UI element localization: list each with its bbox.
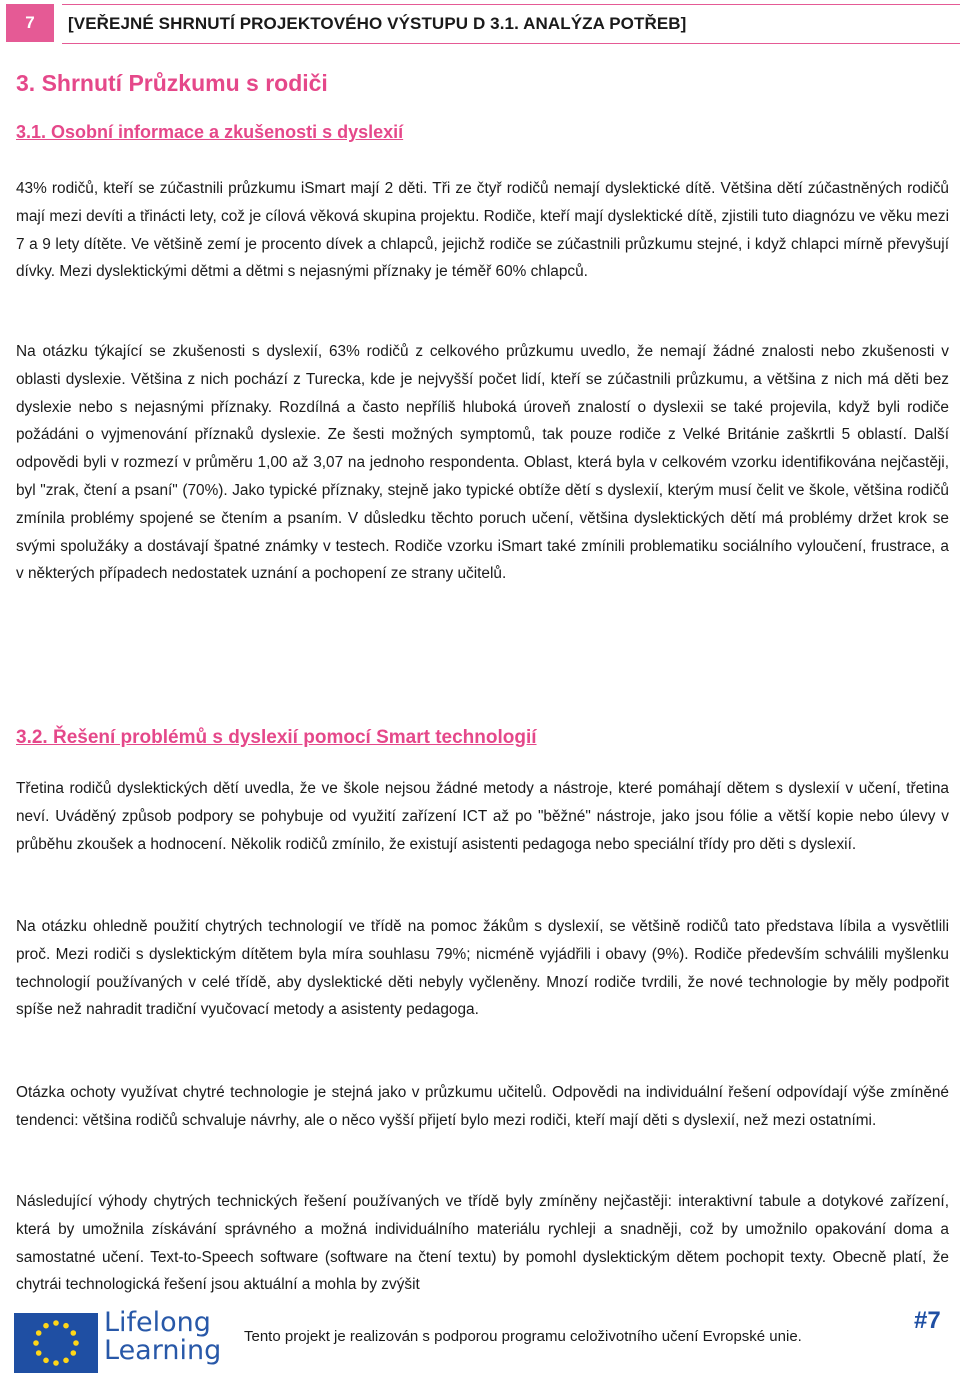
page-number-badge: 7 [6,4,54,42]
logo-text [104,1309,221,1365]
logo-line-2: Learning [104,1335,222,1366]
section-heading: 3. Shrnutí Průzkumu s rodiči [16,70,328,96]
footer-funding-note: Tento projekt je realizován s podporou programu celoživotního učení Evropské unie. [244,1328,802,1345]
page-header [6,4,960,42]
paragraph: Třetina rodičů dyslektických dětí uvedla, že ve škole nejsou žádné metody a nástroje, které pomáhají dětem s dyslexií v učení, třetina neví. Uváděný způsob podpory se pohybuje od využití zařízení ICT až po "běžné" nástroje, jako jsou fólie a větší kopie nebo úlevy v průběhu zkoušek a hodnocení. Několik rodičů zmínilo, že existují asistenti pedagoga nebo speciální třídy pro děti s dyslexií. [16,780,949,853]
paragraph: Následující výhody chytrých technických řešení používaných ve třídě byly zmíněny nejčastěji: interaktivní tabule a dotykové zařízení, která by umožnila získávání správného a možná individuálního materiálu rychleji a snadněji, což by umožnilo opakování doma a samostatné učení. Text-to-Speech software (software na čtení textu) by pomohl dyslektickým dětem pochopit texty. Obecně platí, že chytrái technologická řešení jsou aktuální a mohla by zvýšit [16,1193,949,1294]
paragraph: Na otázku ohledně použití chytrých technologií ve třídě na pomoc žákům s dyslexií, se většině rodičů tato představa líbila a vysvětlili proč. Mezi rodiči s dyslektickým dítětem byla míra souhlasu 79%; nicméně vyjádřili i obavy (9%). Rodiče především schválili myšlenku technologií používaných v celé třídě, aby dyslektické děti nebyly vyčleněny. Mnozí rodiče tvrdili, že nové technologie by měly podpořit spíše než nahradit tradiční vyučovací metody a asistenty pedagoga. [16,918,949,1019]
paragraph: 43% rodičů, kteří se zúčastnili průzkumu iSmart mají 2 děti. Tři ze čtyř rodičů nemají dyslektické dítě. Většina dětí zúčastněných rodičů mají mezi devíti a třinácti lety, což je cílová věková skupina projektu. Rodiče, kteří mají dyslektické dítě, zjistili tuto diagnózu ve věku mezi 7 a 9 lety dítěte. Ve většině zemí je procento dívek a chlapců, jejichž rodiče se zúčastnili průzkumu stejné, i když chlapci mírně převyšují dívky. Mezi dyslektickými dětmi a dětmi s nejasnými příznaky je téměř 60% chlapců. [16,180,949,281]
subsection-heading-2: 3.2. Řešení problémů s dyslexií pomocí Smart technologií [16,727,537,748]
footer-page-tag: #7 [914,1307,941,1334]
paragraph: Na otázku týkající se zkušenosti s dyslexií, 63% rodičů z celkového průzkumu uvedlo, že nemají žádné znalosti nebo zkušenosti v oblasti dyslexie. Většina z nich pochází z Turecka, kde je nejvyšší počet lidí, kteří se zúčastnili průzkumu, a většina z nich má děti bez dyslexie nebo s nejasnými příznaky. Rozdílná a často nepříliš hluboká úroveň znalostí o dyslexii se také projevila, když byli rodiče požádáni o vyjmenování příznaků dyslexie. Ze šesti možných symptomů, tak pouze rodiče z Velké Británie zaškrtli 5 oblastí. Další odpovědi byli v rozmezí v průměru 1,00 až 3,07 na jednoho respondenta. Oblast, která byla v celkovém vzorku identifikována nejčastěji, byl "zrak, čtení a psaní" (70%). Jako typické příznaky, stejně jako typické obtíže dětí s dyslexií, kterým musí čelit ve škole, většina rodičů zmínila problémy spojené se čtením a psaním. V důsledku těchto poruch učení, většina dyslektických dětí má problémy držet krok se svými spolužáky a dostávají špatné známky v testech. Rodiče vzorku iSmart také zmínili problematiku sociálního vyloučení, frustrace, a v některých případech nedostatek uznání a pochopení ze strany učitelů. [16,343,949,583]
eu-flag-icon [14,1313,98,1373]
lifelong-learning-logo [14,1307,222,1375]
logo-line-1: Lifelong [104,1307,211,1338]
document-title: [VEŘEJNÉ SHRNUTÍ PROJEKTOVÉHO VÝSTUPU D 3.1. ANALÝZA POTŘEB] [62,4,960,44]
paragraph: Otázka ochoty využívat chytré technologie je stejná jako v průzkumu učitelů. Odpovědi na individuální řešení odpovídají výše zmíněné tendenci: většina rodičů schvaluje návrhy, ale o něco vyšší přijetí bylo mezi rodiči, kteří mají děti s dyslexií, než mezi ostatními. [16,1084,949,1129]
subsection-heading-1: 3.1. Osobní informace a zkušenosti s dyslexií [16,122,404,142]
